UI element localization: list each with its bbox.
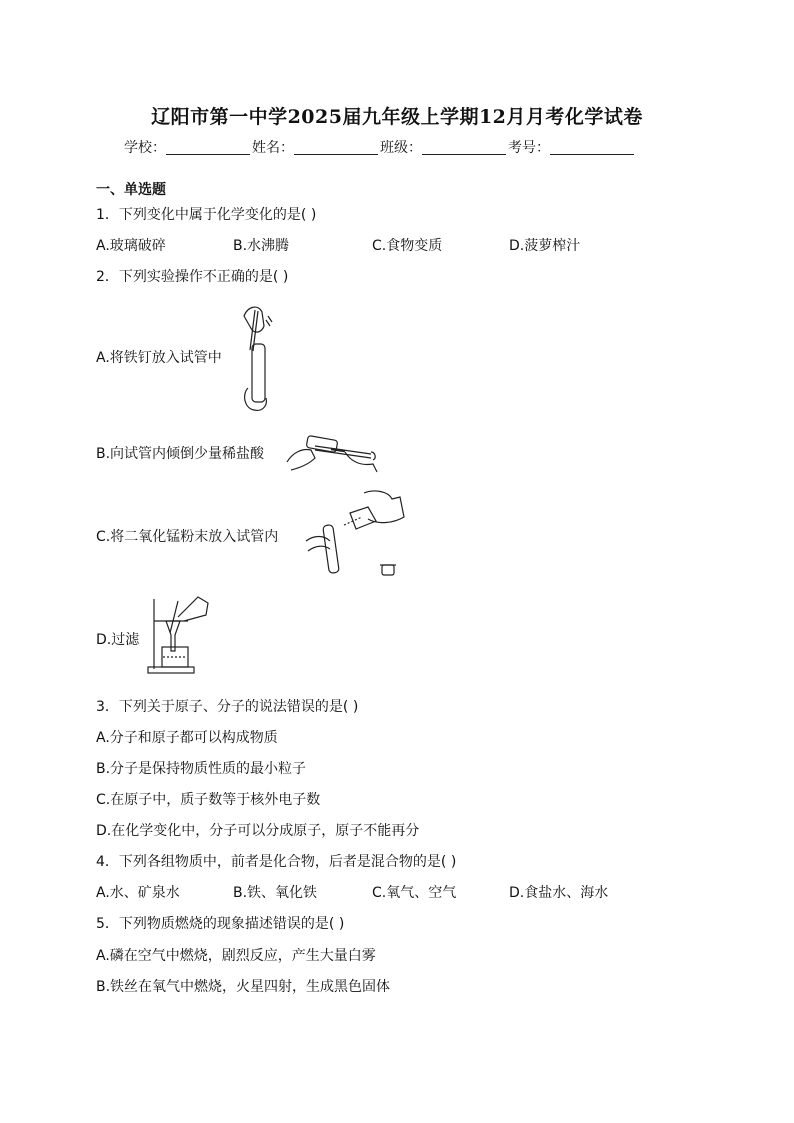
question-1-option-c[interactable]: C.食物变质 xyxy=(372,238,443,254)
question-2-option-a[interactable]: A.将铁钉放入试管中 xyxy=(96,350,222,366)
exam-number-label: 考号： xyxy=(508,140,550,156)
school-label: 学校： xyxy=(124,140,166,156)
section-title: 一、单选题 xyxy=(96,182,166,198)
pour-hydrochloric-acid-figure xyxy=(285,432,379,476)
question-1-option-a[interactable]: A.玻璃破碎 xyxy=(96,238,166,254)
question-4-stem: 4．下列各组物质中，前者是化合物，后者是混合物的是( ) xyxy=(96,854,457,870)
iron-nail-illustration xyxy=(238,302,278,414)
question-2-option-b[interactable]: B.向试管内倾倒少量稀盐酸 xyxy=(96,446,265,462)
filtration-figure xyxy=(148,595,210,675)
question-4-option-d[interactable]: D.食盐水、海水 xyxy=(509,885,609,901)
question-3-option-c[interactable]: C.在原子中，质子数等于核外电子数 xyxy=(96,792,321,808)
iron-nail-into-test-tube-figure xyxy=(238,302,278,414)
name-blank[interactable] xyxy=(294,140,378,155)
manganese-dioxide-into-test-tube-figure xyxy=(304,487,410,579)
school-blank[interactable] xyxy=(166,140,250,155)
question-2-stem: 2．下列实验操作不正确的是( ) xyxy=(96,269,289,285)
question-4-options xyxy=(96,883,696,903)
question-5-option-b[interactable]: B.铁丝在氧气中燃烧，火星四射，生成黑色固体 xyxy=(96,979,391,995)
question-2-option-d[interactable]: D.过滤 xyxy=(96,632,140,648)
filtration-apparatus-illustration xyxy=(148,595,210,675)
question-4-option-b[interactable]: B.铁、氧化铁 xyxy=(233,885,318,901)
powder-transfer-illustration xyxy=(304,487,410,579)
question-5-stem: 5．下列物质燃烧的现象描述错误的是( ) xyxy=(96,916,345,932)
exam-number-blank[interactable] xyxy=(550,140,634,155)
question-1-stem: 1．下列变化中属于化学变化的是( ) xyxy=(96,207,317,223)
exam-title: 辽阳市第一中学2025届九年级上学期12月月考化学试卷 xyxy=(151,106,643,128)
question-1-option-d[interactable]: D.菠萝榨汁 xyxy=(509,238,581,254)
question-3-option-d[interactable]: D.在化学变化中，分子可以分成原子，原子不能再分 xyxy=(96,823,420,839)
question-2-option-c[interactable]: C.将二氧化锰粉末放入试管内 xyxy=(96,529,279,545)
question-3-option-a[interactable]: A.分子和原子都可以构成物质 xyxy=(96,730,278,746)
student-info-line xyxy=(124,137,636,157)
name-label: 姓名： xyxy=(252,140,294,156)
question-4-option-c[interactable]: C.氧气、空气 xyxy=(372,885,457,901)
question-4-option-a[interactable]: A.水、矿泉水 xyxy=(96,885,180,901)
question-3-stem: 3．下列关于原子、分子的说法错误的是( ) xyxy=(96,699,359,715)
question-1-option-b[interactable]: B.水沸腾 xyxy=(233,238,290,254)
pouring-acid-illustration xyxy=(285,432,379,476)
question-5-option-a[interactable]: A.磷在空气中燃烧，剧烈反应，产生大量白雾 xyxy=(96,948,376,964)
class-label: 班级： xyxy=(380,140,422,156)
question-3-option-b[interactable]: B.分子是保持物质性质的最小粒子 xyxy=(96,761,307,777)
class-blank[interactable] xyxy=(422,140,506,155)
question-1-options xyxy=(96,236,696,256)
